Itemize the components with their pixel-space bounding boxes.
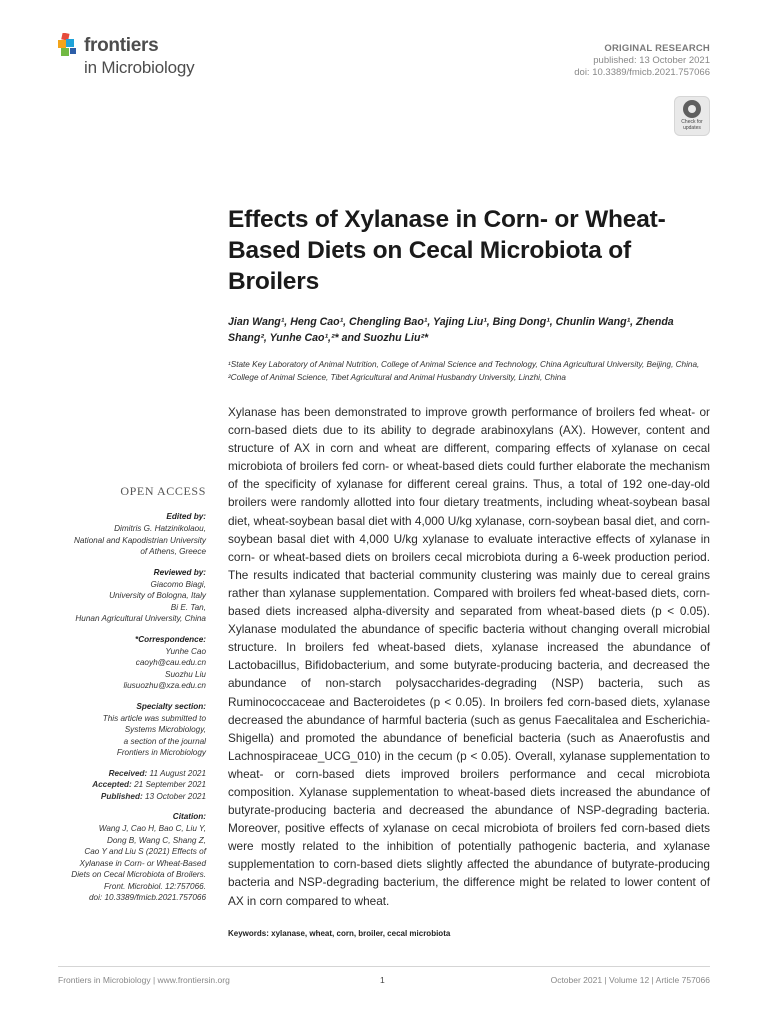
article-type: ORIGINAL RESEARCH: [604, 43, 710, 54]
correspondence-section: [50, 634, 206, 692]
section-line: a section of the journal: [123, 736, 206, 746]
abstract: Xylanase has been demonstrated to improve growth performance of broilers fed wheat- or corn-based diets due to its ability to degrade arabinoxylans (AX). However, content and structure of AX in corn and wheat are different, comparing effects of xylanase on cecal microbiota of broilers fed corn- or wheat-based diets could further elaborate the mechanism of the specificity of xylanase for different cereal grains. Thus, a total of 192 one-day-old broilers were randomly allotted into four dietary treatments, including wheat-soybean basal diet, wheat-soybean basal diet with 4,000 U/kg xylanase, corn-soybean basal diet, and corn-soybean basal diet with 4,000 U/kg xylanase to evaluate interactive effects of xylanase in corn- or wheat-based diets on broilers cecal microbiota during a 6-week production period. The results indicated that bacterial community clustering was mainly due to cereal grains rather than xylanase supplementation. Compared with broilers fed wheat-based diets, corn-based diets increased alpha-diversity and separated from wheat-based diets (p < 0.05). Xylanase modulated the abundance of specific bacteria without changing overall microbial structure. In broilers fed wheat-based diets, xylanase increased the abundance of Lactobacillus, Bifidobacterium, and some butyrate-producing bacteria, and decreased the abundance of non-starch polysaccharides-degrading (NSP) bacteria, such as Ruminococcaceae and Bacteroidetes (p < 0.05). In broilers fed corn-based diets, xylanase decreased the abundance of harmful bacteria (such as genus Faecalitalea and Escherichia-Shigella) and promoted the abundance of beneficial bacteria (such as Anaerofustis and Lachnospiraceae_UCG_010) in the cecum (p < 0.05). Overall, xylanase supplementation to wheat- or corn-based diets improved broilers performance and cecal microbiota composition. Xylanase supplementation to wheat-based diets increased the abundance of butyrate-producing bacteria and decreased the abundance of NSP-degrading bacteria. Moreover, positive effects of xylanase on cecal microbiota of broilers fed corn-based diets were mostly related to the inhibition of potentially pathogenic bacteria, and xylanase supplementation to corn-based diets slightly affected the abundance of butyrate-producing bacteria and NSP-degrading bacterium, the difference might be related to lower content of AX in corn compared to wheat.: [228, 405, 710, 908]
published-row: [50, 791, 206, 803]
section-line: Frontiers in Microbiology: [116, 748, 206, 757]
section-line: University of Bologna, Italy: [109, 591, 206, 600]
section-line: of Athens, Greece: [140, 547, 206, 556]
correspondent-name: Yunhe Cao: [165, 646, 206, 656]
frontiers-logo-icon: [58, 33, 82, 57]
page-number: 1: [380, 975, 385, 985]
footer-issue-info: October 2021 | Volume 12 | Article 757066: [550, 975, 710, 985]
correspondent-email[interactable]: caoyh@cau.edu.cn: [135, 658, 206, 667]
accepted-row: [50, 779, 206, 791]
correspondent-name: Suozhu Liu: [165, 669, 206, 679]
keywords: Keywords: xylanase, wheat, corn, broiler, cecal microbiota: [228, 929, 451, 938]
published-date-sidebar: 13 October 2021: [145, 791, 206, 801]
section-line: Dimitris G. Hatzinikolaou,: [114, 524, 206, 533]
published-label: Published:: [100, 791, 143, 801]
journal-name-primary: frontiers: [84, 35, 159, 56]
section-line: Systems Microbiology,: [124, 725, 206, 734]
received-row: [50, 768, 206, 780]
citation-line: Cao Y and Liu S (2021) Effects of: [84, 847, 206, 856]
dates-section: [50, 768, 206, 803]
section-heading: Reviewed by:: [153, 567, 206, 577]
citation-doi[interactable]: doi: 10.3389/fmicb.2021.757066: [89, 893, 206, 902]
accepted-label: Accepted:: [92, 780, 132, 789]
citation-line: Xylanase in Corn- or Wheat-Based: [79, 858, 206, 868]
citation-line: Diets on Cecal Microbiota of Broilers.: [71, 870, 206, 879]
accepted-date: 21 September 2021: [134, 780, 206, 789]
citation-line: Wang J, Cao H, Bao C, Liu Y,: [98, 824, 206, 833]
section-line: Hunan Agricultural University, China: [75, 614, 206, 623]
section-heading: Specialty section:: [136, 701, 206, 711]
citation-section: [50, 811, 206, 904]
section-line: Bi E. Tan,: [170, 602, 206, 612]
badge-label-line1: Check for: [681, 119, 703, 125]
affiliations: ¹State Key Laboratory of Animal Nutrition, College of Animal Science and Technology, China Agricultural University, Beijing, China, ²College of Animal Science, Tibet Agricultural and Animal Husbandry University, Linzhi, China: [228, 360, 700, 382]
open-access-label: OPEN ACCESS: [120, 484, 206, 498]
section-heading: Citation:: [172, 812, 206, 821]
article-doi[interactable]: doi: 10.3389/fmicb.2021.757066: [574, 67, 710, 78]
citation-line: Dong B, Wang C, Shang Z,: [106, 835, 206, 845]
journal-name-secondary: in Microbiology: [84, 58, 195, 77]
check-for-updates-badge[interactable]: [674, 96, 710, 136]
article-title: Effects of Xylanase in Corn- or Wheat-Based Diets on Cecal Microbiota of Broilers: [228, 206, 666, 295]
citation-line: Front. Microbiol. 12:757066.: [104, 881, 206, 891]
published-date: published: 13 October 2021: [593, 55, 710, 66]
section-heading: *Correspondence:: [135, 634, 206, 644]
footer-divider: [58, 966, 710, 967]
reviewed-by-section: [50, 567, 206, 625]
section-line: National and Kapodistrian University: [74, 535, 206, 545]
article-header-meta: [574, 43, 710, 79]
received-label: Received:: [108, 768, 148, 778]
correspondent-email[interactable]: liusuozhu@xza.edu.cn: [123, 681, 206, 690]
journal-logo[interactable]: [58, 33, 228, 81]
footer-journal-link[interactable]: Frontiers in Microbiology | www.frontiersin.org: [58, 975, 230, 985]
received-date: 11 August 2021: [149, 768, 206, 778]
section-line: This article was submitted to: [102, 713, 206, 723]
author-list: Jian Wang¹, Heng Cao¹, Chengling Bao¹, Yajing Liu¹, Bing Dong¹, Chunlin Wang¹, Zhenda Shang², Yunhe Cao¹,²* and Suozhu Liu²*: [228, 316, 674, 344]
article-info-sidebar: [50, 484, 206, 913]
update-check-icon: [683, 100, 701, 118]
section-heading: Edited by:: [166, 512, 206, 521]
section-line: Giacomo Biagi,: [150, 579, 206, 589]
specialty-section: [50, 701, 206, 759]
edited-by-section: [50, 511, 206, 558]
badge-label-line2: updates: [683, 125, 701, 131]
